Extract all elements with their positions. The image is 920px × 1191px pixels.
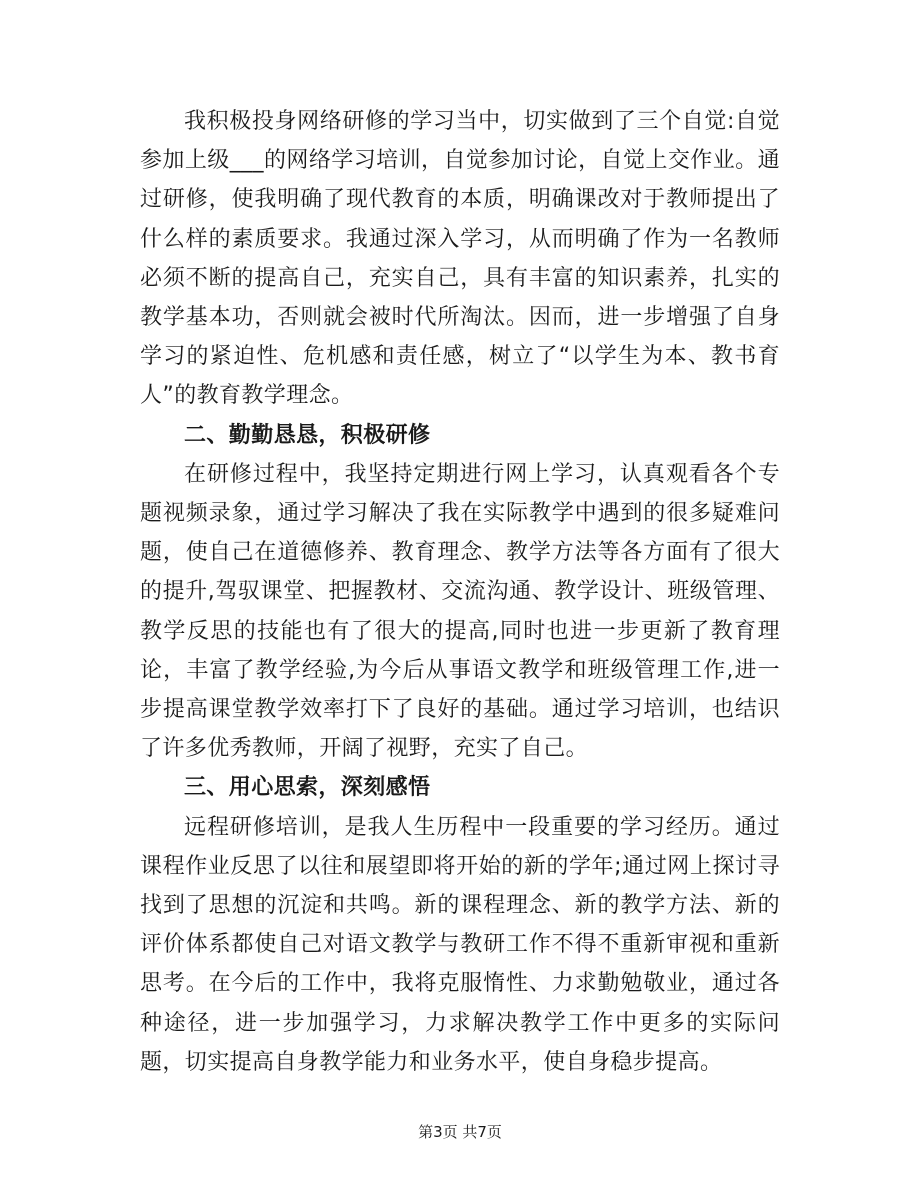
section-heading-reflection: 三、用心思索，深刻感悟	[184, 775, 431, 801]
section-heading-diligent-study: 二、勤勤恳恳，积极研修	[184, 422, 431, 448]
paragraph-study-process: 在研修过程中，我坚持定期进行网上学习，认真观看各个专题视频录象，通过学习解决了我在实际教学中遇到的很多疑难问题，使自己在道德修养、教育理念、教学方法等各方面有了很大的提升,驾驭课堂、把握教材、交流沟通、教学设计、班级管理、教学反思的技能也有了很大的提高,同时也进一步更新了教育理论，丰富了教学经验,为今后从事语文教学和班级管理工作,进一步提高课堂教学效率打下了良好的基础。通过学习培训，也结识了许多优秀教师，开阔了视野，充实了自己。	[140, 461, 780, 762]
document-body	[140, 102, 780, 1082]
page-number-footer: 第3页 共7页	[418, 1123, 502, 1141]
paragraph-reflection: 远程研修培训，是我人生历程中一段重要的学习经历。通过课程作业反思了以往和展望即将开始的新的学年;通过网上探讨寻找到了思想的沉淀和共鸣。新的课程理念、新的教学方法、新的评价体系都使自己对语文教学与教研工作不得不重新审视和重新思考。在今后的工作中，我将克服惰性、力求勤勉敬业，通过各种途径，进一步加强学习，力求解决教学工作中更多的实际问题，切实提高自身教学能力和业务水平，使自身稳步提高。	[140, 814, 780, 1075]
paragraph-self-discipline: 我积极投身网络研修的学习当中，切实做到了三个自觉:自觉参加上级___的网络学习培训，自觉参加讨论，自觉上交作业。通过研修，使我明确了现代教育的本质，明确课改对于教师提出了什么样的素质要求。我通过深入学习，从而明确了作为一名教师必须不断的提高自己，充实自己，具有丰富的知识素养，扎实的教学基本功，否则就会被时代所淘汰。因而，进一步增强了自身学习的紧迫性、危机感和责任感，树立了“以学生为本、教书育人”的教育教学理念。	[140, 109, 780, 409]
